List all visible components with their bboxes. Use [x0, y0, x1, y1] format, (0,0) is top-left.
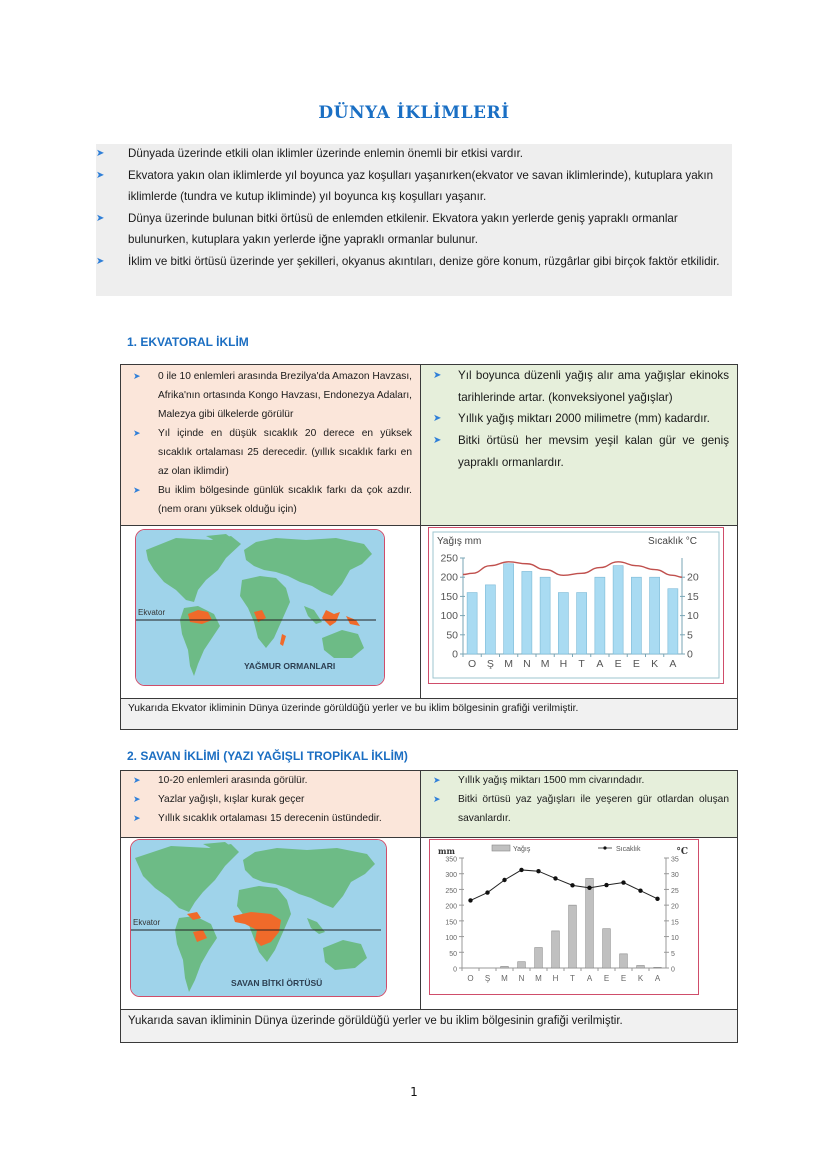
intro-item: ➤ Dünya üzerinde bulunan bitki örtüsü de enlemden etkilenir. Ekvatora yakın yerlerde geniş yapraklı ormanlar bulunurken, kutuplara yakın yerlerde iğne yapraklı ormanlar bulunur. — [96, 208, 736, 251]
page-title: DÜNYA İKLİMLERİ — [318, 103, 510, 123]
equator-label: Ekvator — [138, 608, 166, 617]
bar — [558, 593, 568, 654]
svg-text:N: N — [518, 974, 525, 983]
bar — [552, 931, 560, 968]
arrow-bullet-icon: ➤ — [133, 775, 141, 785]
list-item: ➤ 0 ile 10 enlemleri arasında Brezilya'da Amazon Havzası, Afrika'nın ortasında Kongo Havzası, Endonezya Adaları, Malezya gibi ülkelerde görülür — [129, 367, 412, 424]
list-item: ➤ Yıl boyunca düzenli yağış alır ama yağışlar ekinoks tarihlerinde artar. (konveksiyonel yağışlar) — [429, 365, 729, 408]
arrow-bullet-icon: ➤ — [96, 148, 105, 159]
svg-text:H: H — [559, 658, 568, 670]
svg-text:250: 250 — [440, 552, 458, 565]
list-item: ➤ Yıllık yağış miktarı 1500 mm civarındadır. — [429, 771, 729, 790]
svg-text:A: A — [669, 658, 677, 670]
svg-text:5: 5 — [687, 629, 693, 642]
svg-text:O: O — [468, 658, 477, 670]
bar — [540, 577, 550, 654]
arrow-bullet-icon: ➤ — [133, 794, 141, 804]
svg-text:200: 200 — [445, 903, 457, 911]
savan-right-cell — [421, 771, 737, 837]
svg-text:20: 20 — [671, 903, 679, 911]
arrow-bullet-icon: ➤ — [433, 413, 442, 425]
list-item: ➤ Bu iklim bölgesinde günlük sıcaklık farkı da çok azdır. (nem oranı yüksek olduğu için) — [129, 481, 412, 519]
savan-text-row — [121, 771, 737, 838]
legend-label: Yağış — [513, 846, 531, 853]
svg-text:E: E — [603, 974, 610, 983]
ekvatoral-chart-cell — [421, 526, 737, 698]
svg-text:M: M — [535, 974, 542, 983]
ekvatoral-left-cell — [121, 365, 421, 525]
bar — [467, 593, 477, 654]
svg-text:5: 5 — [671, 950, 675, 958]
bar — [654, 967, 662, 968]
climate-chart-2 — [430, 840, 698, 994]
svg-text:0: 0 — [687, 648, 693, 661]
list-item: ➤ 10-20 enlemleri arasında görülür. — [129, 771, 412, 790]
arrow-bullet-icon: ➤ — [133, 371, 141, 381]
intro-item: ➤ İklim ve bitki örtüsü üzerinde yer şekilleri, okyanus akıntıları, denize göre konum, rüzgârlar gibi birçok faktör etkilidir. — [96, 251, 736, 273]
page-number: 1 — [410, 1085, 418, 1099]
equator-label: Ekvator — [133, 918, 161, 927]
svg-text:350: 350 — [445, 856, 457, 864]
bar — [613, 566, 623, 654]
legend-bar-swatch — [492, 845, 510, 851]
svg-text:10: 10 — [671, 935, 679, 943]
svg-text:T: T — [570, 974, 575, 983]
svg-text:H: H — [552, 974, 559, 983]
bar — [650, 577, 660, 654]
world-map-icon — [131, 840, 386, 996]
ekvatoral-caption-cell — [121, 699, 737, 729]
svg-text:25: 25 — [671, 887, 679, 895]
svg-text:A: A — [654, 974, 661, 983]
svg-text:150: 150 — [445, 919, 457, 927]
bar — [535, 948, 543, 968]
arrow-bullet-icon: ➤ — [96, 255, 105, 267]
ekvatoral-caption-row — [121, 699, 737, 729]
climate-chart-1 — [429, 528, 723, 683]
svg-text:50: 50 — [446, 629, 458, 642]
map-caption: YAĞMUR ORMANLARI — [244, 661, 336, 671]
list-item: ➤ Yazlar yağışlı, kışlar kurak geçer — [129, 790, 412, 809]
map-caption: SAVAN BİTKİ ÖRTÜSÜ — [231, 978, 323, 988]
savanna-map — [130, 839, 387, 997]
arrow-bullet-icon: ➤ — [96, 212, 105, 224]
svg-text:M: M — [501, 974, 508, 983]
bar — [637, 965, 645, 968]
list-item: ➤ Bitki örtüsü yaz yağışları ile yeşeren gür otlardan oluşan savanlardır. — [429, 790, 729, 828]
svg-text:A: A — [596, 658, 604, 670]
bar — [603, 929, 611, 968]
svg-text:O: O — [467, 974, 474, 983]
arrow-bullet-icon: ➤ — [96, 169, 105, 181]
svg-text:Ş: Ş — [484, 974, 491, 983]
savan-right-list — [421, 771, 737, 832]
bar — [504, 564, 514, 654]
bar — [522, 571, 532, 654]
svg-text:0: 0 — [453, 966, 457, 974]
ekvatoral-table — [120, 364, 738, 730]
svg-text:K: K — [637, 974, 644, 983]
svg-text:M: M — [504, 658, 513, 670]
svg-text:100: 100 — [445, 935, 457, 943]
svg-text:15: 15 — [671, 919, 679, 927]
svg-text:T: T — [578, 658, 585, 670]
savan-caption-cell — [121, 1010, 737, 1042]
list-item: ➤ Bitki örtüsü her mevsim yeşil kalan gür ve geniş yapraklı ormanlardır. — [429, 430, 729, 473]
savan-climate-chart — [429, 839, 699, 995]
bar — [501, 966, 509, 968]
svg-text:100: 100 — [440, 610, 458, 623]
arrow-bullet-icon: ➤ — [133, 485, 141, 495]
svg-text:K: K — [651, 658, 659, 670]
intro-item: ➤ Ekvatora yakın olan iklimlerde yıl boyunca yaz koşulları yaşanırken(ekvator ve savan iklimlerinde), kutuplara yakın iklimlerde (tundra ve kutup ikliminde) yıl boyunca kış koşulları yaşanır. — [96, 165, 736, 208]
ekvatoral-left-list — [121, 365, 420, 523]
svg-text:E: E — [632, 658, 640, 670]
list-item: ➤ Yıllık yağış miktarı 2000 milimetre (mm) kadardır. — [429, 408, 729, 430]
section-title-savan: 2. SAVAN İKLİMİ (YAZI YAĞIŞLI TROPİKAL İKLİM) — [127, 749, 408, 763]
arrow-bullet-icon: ➤ — [433, 370, 442, 381]
svg-text:250: 250 — [445, 887, 457, 895]
savan-table — [120, 770, 738, 1043]
bar — [586, 878, 594, 968]
arrow-bullet-icon: ➤ — [433, 775, 441, 785]
ekvatoral-climate-chart — [428, 527, 724, 684]
bar — [631, 577, 641, 654]
svg-text:35: 35 — [671, 856, 679, 864]
intro-list — [96, 143, 736, 272]
ekvatoral-right-list — [421, 365, 737, 478]
ekvatoral-media-row — [121, 526, 737, 699]
ekvatoral-right-cell — [421, 365, 737, 525]
svg-text:150: 150 — [440, 590, 458, 603]
svg-text:300: 300 — [445, 872, 457, 880]
legend-label: Sıcaklık — [616, 846, 641, 853]
section-title-ekvatoral: 1. EKVATORAL İKLİM — [127, 335, 249, 349]
savan-left-list — [121, 771, 420, 832]
svg-text:10: 10 — [687, 610, 699, 623]
ekvatoral-map-cell — [121, 526, 421, 698]
bar — [668, 589, 678, 654]
rainforest-map — [135, 529, 385, 686]
svg-text:0: 0 — [671, 966, 675, 974]
svg-text:Ş: Ş — [486, 658, 494, 670]
y-axis-label: Yağış mm — [437, 536, 482, 547]
arrow-bullet-icon: ➤ — [133, 428, 141, 438]
y2-axis-label: Sıcaklık °C — [647, 536, 697, 547]
svg-text:20: 20 — [687, 571, 699, 584]
y-axis-label: mm — [438, 846, 455, 856]
savan-left-cell — [121, 771, 421, 837]
svg-text:50: 50 — [449, 950, 457, 958]
y2-axis-label: °C — [676, 847, 688, 857]
savan-caption-row — [121, 1010, 737, 1042]
bar — [518, 962, 526, 968]
bar — [485, 585, 495, 654]
arrow-bullet-icon: ➤ — [433, 435, 442, 447]
intro-item: ➤ Dünyada üzerinde etkili olan iklimler üzerinde enlemin önemli bir etkisi vardır. — [96, 143, 736, 165]
bar — [577, 593, 587, 654]
bar — [569, 905, 577, 968]
ekvatoral-caption: Yukarıda Ekvator ikliminin Dünya üzerinde görüldüğü yerler ve bu iklim bölgesinin grafiği verilmiştir. — [128, 703, 579, 714]
savan-media-row — [121, 838, 737, 1010]
svg-text:M: M — [540, 658, 550, 670]
savan-caption: Yukarıda savan ikliminin Dünya üzerinde görüldüğü yerler ve bu iklim bölgesinin grafiği verilmiştir. — [128, 1015, 623, 1027]
list-item: ➤ Yıl içinde en düşük sıcaklık 20 derece en yüksek sıcaklık ortalaması 25 derecedir. (yıllık sıcaklık farkı en az olan iklimdir) — [129, 424, 412, 481]
chart-plot — [445, 857, 679, 984]
arrow-bullet-icon: ➤ — [133, 813, 141, 823]
svg-text:E: E — [620, 974, 627, 983]
svg-text:15: 15 — [687, 590, 699, 603]
savan-map-cell — [121, 838, 421, 1009]
bar — [595, 577, 605, 654]
svg-text:E: E — [614, 658, 622, 670]
svg-text:30: 30 — [671, 872, 679, 880]
arrow-bullet-icon: ➤ — [433, 794, 441, 804]
svg-text:A: A — [586, 974, 593, 983]
temperature-line — [471, 870, 658, 900]
savan-chart-cell — [421, 838, 737, 1009]
list-item: ➤ Yıllık sıcaklık ortalaması 15 derecenin üstündedir. — [129, 809, 412, 828]
ekvatoral-text-row — [121, 365, 737, 526]
svg-text:200: 200 — [440, 571, 458, 584]
bar — [620, 954, 628, 968]
svg-text:0: 0 — [452, 648, 458, 661]
svg-text:N: N — [523, 658, 531, 670]
